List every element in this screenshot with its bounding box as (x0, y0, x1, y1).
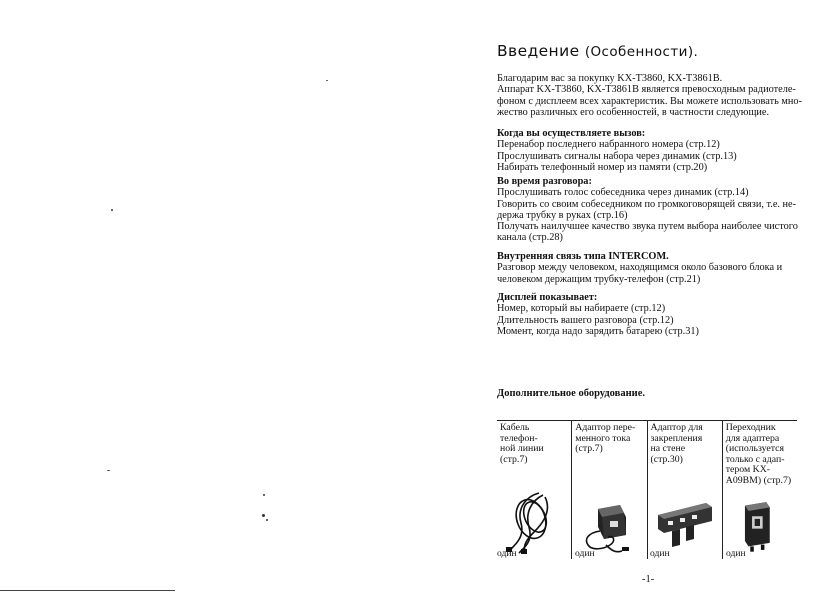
page-number: -1- (642, 574, 655, 585)
scan-speck (262, 514, 265, 517)
section-line: держа трубку в руках (стр.16) (497, 209, 628, 221)
accessory-label: (стр.7) (575, 443, 603, 455)
intro-line: Аппарат KX-T3860, KX-T3861B является превосходным радиотеле- (497, 84, 796, 96)
scan-speck (326, 80, 328, 81)
section-line: Номер, который вы набираете (стр.12) (497, 303, 666, 315)
accessory-label: Переходник (725, 422, 776, 433)
section-heading: Дисплей показывает: (497, 292, 598, 303)
scan-speck (111, 209, 113, 211)
accessory-label: Адаптор для (650, 422, 703, 433)
section-line: Разговор между человеком, находящимся около базового блока и (497, 262, 783, 274)
section-line: канала (стр.28) (497, 232, 563, 244)
manual-page (497, 0, 827, 595)
scan-speck (266, 519, 268, 521)
accessory-wall-mount-adaptor (647, 421, 722, 559)
intro-line: фоном с дисплеем всех характеристик. Вы можете использовать мно- (497, 95, 802, 107)
section-heading: Внутренняя связь типа INTERCOM. (497, 251, 669, 262)
accessory-label: A09BM) (стр.7) (725, 474, 792, 486)
page-edge-line (0, 590, 175, 591)
scan-speck (263, 494, 265, 496)
accessory-label: ной линии (500, 443, 544, 455)
intro-line: жество различных его особенностей, в частности следующие. (497, 106, 770, 118)
section-line: Момент, когда надо зарядить батарею (стр.31) (497, 325, 699, 337)
accessory-label: для адаптера (725, 432, 780, 444)
accessory-label: Кабель телефон- (500, 422, 538, 444)
title-note: (Особенности). (584, 44, 699, 60)
section-line: Длительность вашего разговора (стр.12) (497, 314, 674, 326)
accessory-label: только с адап- (725, 453, 785, 465)
section-line: Прослушивать голос собеседника через динамик (стр.14) (497, 187, 749, 199)
quantity-label: один (497, 548, 517, 559)
intro-paragraph (497, 73, 804, 118)
section-line: Перенабор последнего набранного номера (стр.12) (497, 139, 720, 151)
accessory-label: менного тока (575, 432, 631, 444)
section-conversation (497, 176, 804, 244)
quantity-label: один (726, 548, 746, 559)
section-heading: Во время разговора: (497, 176, 592, 187)
page-title (497, 42, 827, 60)
accessory-label: (стр.30) (650, 453, 683, 465)
equipment-heading: Дополнительное оборудование. (497, 388, 645, 399)
title-text: Введение (497, 42, 580, 60)
accessory-label: Адаптор пере- (575, 422, 636, 433)
accessory-label: на стене (650, 443, 686, 455)
accessory-adaptor-plug (722, 421, 797, 559)
section-line: Набирать телефонный номер из памяти (стр.20) (497, 161, 708, 173)
section-line: Говорить со своим собеседником по громкоговорящей связи, т.е. не- (497, 198, 797, 210)
telephone-cord-icon (505, 487, 563, 557)
section-line: Прослушивать сигналы набора через динамик (стр.13) (497, 150, 737, 162)
section-heading: Когда вы осуществляете вызов: (497, 128, 646, 139)
wall-mount-adaptor-icon (656, 487, 714, 557)
section-line: человеком держащим трубку-телефон (стр.21) (497, 273, 701, 285)
accessory-label: закрепления (650, 432, 703, 444)
section-intercom (497, 251, 804, 285)
accessories-table (497, 420, 797, 559)
quantity-label: один (650, 548, 670, 559)
intro-line: Благодарим вас за покупку KX-T3860, KX-T3861B. (497, 73, 723, 84)
accessory-telephone-cord (497, 421, 571, 559)
accessory-label: (используется (725, 443, 785, 455)
section-calling (497, 128, 804, 173)
accessory-label: (стр.7) (500, 453, 528, 465)
accessory-ac-adaptor (571, 421, 646, 559)
section-display (497, 292, 804, 337)
section-line: Получать наилучшее качество звука путем выбора наиболее чистого (497, 221, 798, 233)
quantity-label: один (575, 548, 595, 559)
accessory-label: тером KX- (725, 464, 771, 476)
scan-speck (107, 470, 110, 471)
ac-adaptor-icon (580, 487, 638, 557)
